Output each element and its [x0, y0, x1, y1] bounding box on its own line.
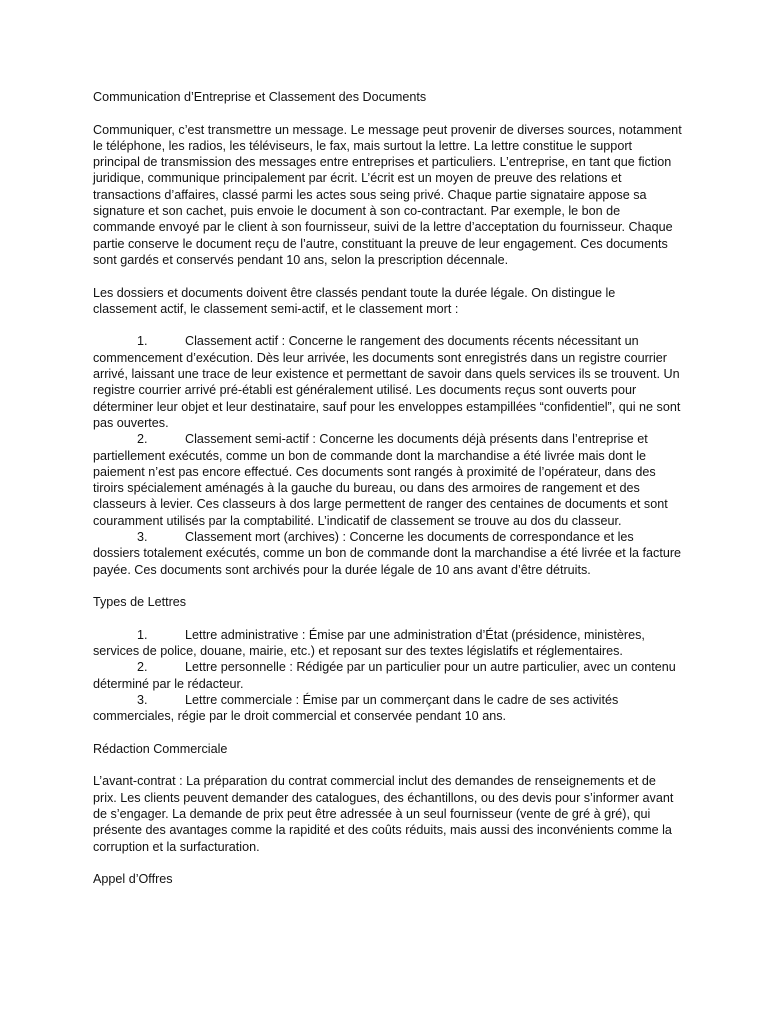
- list-item-text: Classement semi-actif : Concerne les documents déjà présents dans l’entreprise et partiellement exécutés, comme un bon de commande dont la marchandise a été livrée mais dont le paiement n’est pas encore effectué. Ces documents sont rangés à proximité de l’opérateur, dans des tiroirs spécialement aménagés à la gauche du bureau, ou dans des armoires de rangement et des classeurs à levier. Ces classeurs à dos large permettent de ranger des centaines de documents et sont couramment utilisés par la comptabilité. L’indicatif de classement se trouve au dos du classeur.: [93, 432, 668, 528]
- list-number: 1.: [137, 627, 148, 642]
- appel-heading: Appel d’Offres: [93, 872, 173, 887]
- list-item: [93, 529, 682, 578]
- list-item: [93, 692, 682, 725]
- list-number: 2.: [137, 660, 148, 675]
- list-item-text: Lettre personnelle : Rédigée par un particulier pour un autre particulier, avec un contenu déterminé par le rédacteur.: [93, 660, 676, 691]
- list-number: 3.: [137, 530, 148, 545]
- redaction-heading: Rédaction Commerciale: [93, 741, 228, 756]
- intro-paragraph: Communiquer, c’est transmettre un message. Le message peut provenir de diverses sources, notamment le téléphone, les radios, les téléviseurs, le fax, mais surtout la lettre. La lettre constitue le support principal de transmission des messages entre entreprises et particuliers. L’entreprise, en tant que fiction juridique, communique principalement par écrit. L’écrit est un moyen de preuve des relations et transactions d’affaires, classé parmi les actes sous seing privé. Chaque partie signataire appose sa signature et son cachet, puis envoie le document à son co-contractant. Par exemple, le bon de commande envoyé par le client à son fournisseur, suivi de la lettre d’acceptation du fournisseur. Chaque partie conserve le document reçu de l’autre, constituant la preuve de leur engagement. Ces documents sont gardés et conservés pendant 10 ans, selon la prescription décennale.: [93, 122, 682, 267]
- list-number: 1.: [137, 334, 148, 349]
- list-item-text: Classement actif : Concerne le rangement des documents récents nécessitant un commencement d’exécution. Dès leur arrivée, les documents sont enregistrés dans un registre courrier arrivé, laissant une trace de leur existence et permettant de savoir dans quels services ils se trouvent. Un registre courrier arrivé pré-établi est généralement utilisé. Les documents reçus sont ouverts pour déterminer leur objet et leur destinataire, sauf pour les enveloppes estampillées “confidentiel”, qui ne sont pas ouvertes.: [93, 334, 681, 430]
- list-item: [93, 627, 682, 660]
- types-heading: Types de Lettres: [93, 595, 187, 610]
- list-item: [93, 659, 682, 692]
- classement-list: [93, 333, 682, 577]
- document-title: Communication d’Entreprise et Classement des Documents: [93, 90, 427, 104]
- list-item-text: Lettre administrative : Émise par une administration d’État (présidence, ministères, services de police, douane, mairie, etc.) et reposant sur des textes législatifs et réglementaires.: [93, 627, 645, 659]
- list-item: [93, 333, 682, 431]
- list-number: 2.: [137, 432, 148, 447]
- list-number: 3.: [137, 692, 148, 707]
- classement-intro-paragraph: Les dossiers et documents doivent être classés pendant toute la durée légale. On distingue le classement actif, le classement semi-actif, et le classement mort :: [93, 285, 616, 316]
- list-item-text: Classement mort (archives) : Concerne les documents de correspondance et les dossiers totalement exécutés, comme un bon de commande dont la marchandise a été livrée et la facture payée. Ces documents sont archivés pour la durée légale de 10 ans avant d’être détruits.: [93, 530, 682, 577]
- list-item: [93, 431, 682, 529]
- list-item-text: Lettre commerciale : Émise par un commerçant dans le cadre de ses activités commerciales, régie par le droit commercial et conservée pendant 10 ans.: [93, 692, 619, 724]
- avant-contrat-paragraph: L’avant-contrat : La préparation du contrat commercial inclut des demandes de renseignements et de prix. Les clients peuvent demander des catalogues, des échantillons, ou des devis pour s’informer avant de s’engager. La demande de prix peut être adressée à un seul fournisseur (vente de gré à gré), qui présente des avantages comme la rapidité et des coûts réduits, mais aussi des inconvénients comme la corruption et la surfacturation.: [93, 774, 674, 854]
- types-list: [93, 627, 682, 725]
